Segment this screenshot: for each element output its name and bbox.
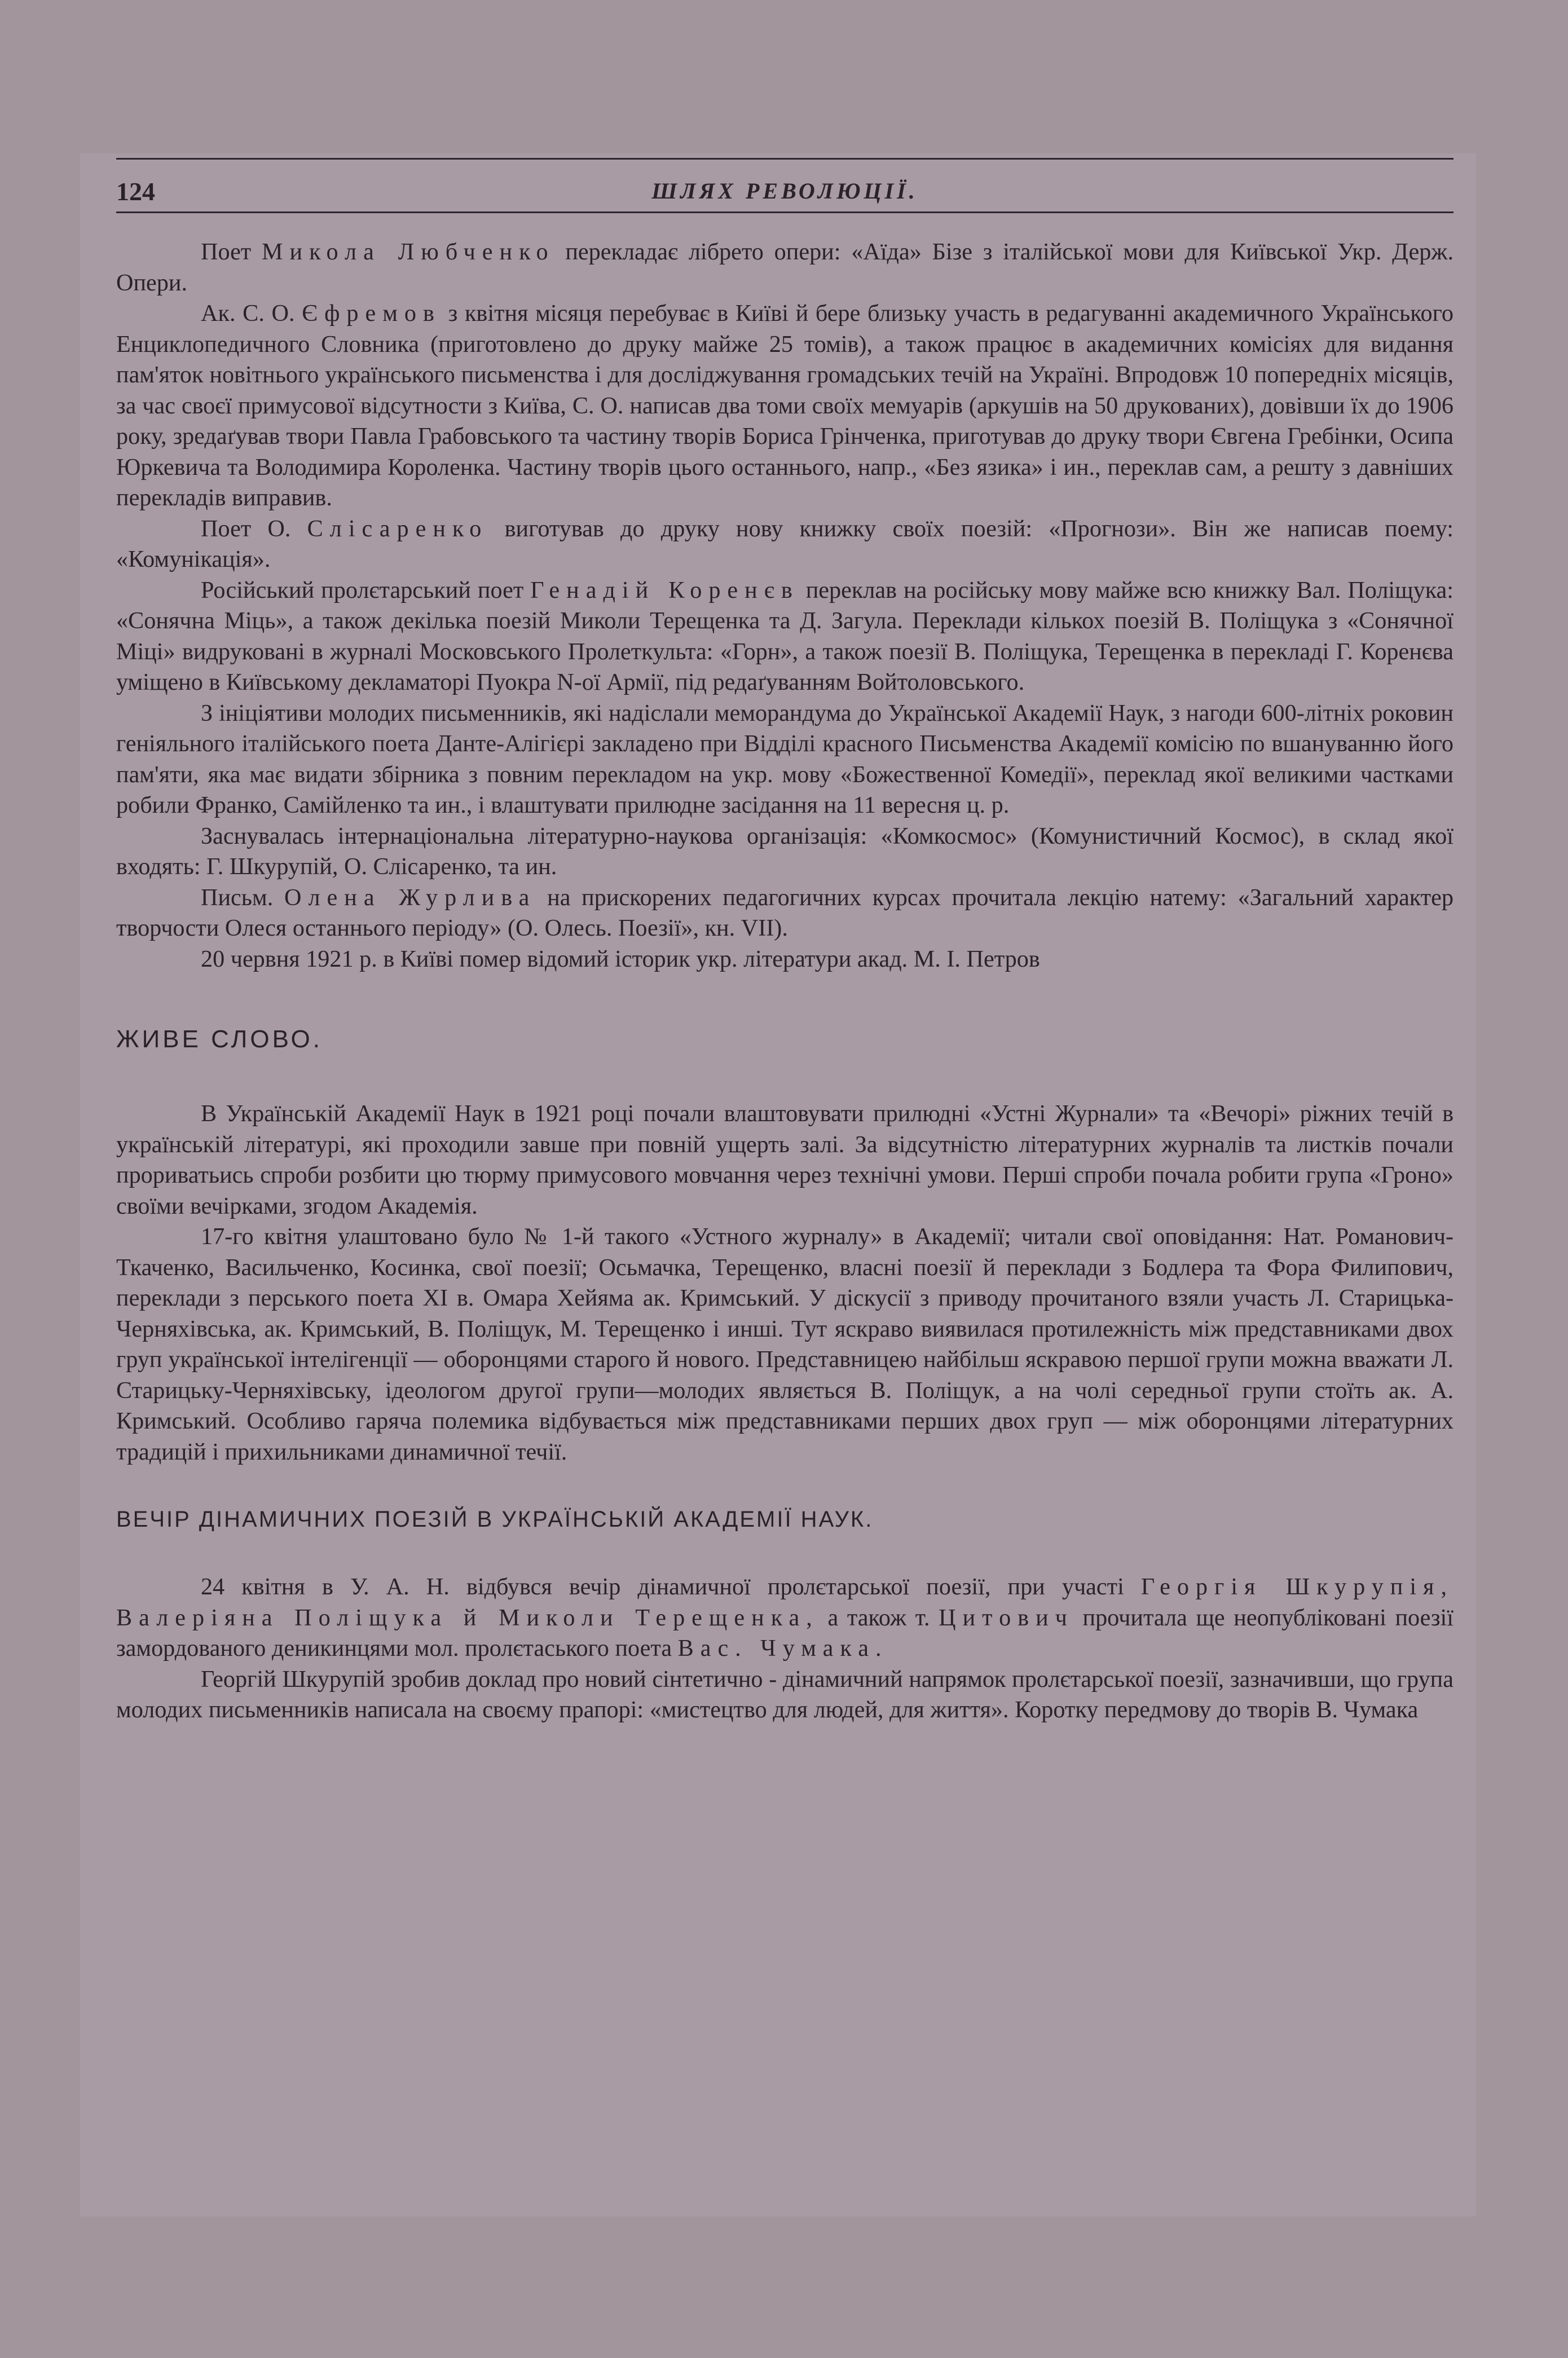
paragraph: 17-го квітня улаштовано було № 1-й такого «Устного журналу» в Академії; читали свої оповідання: Нат. Романович-Ткаченко, Васильченко, Косинка, свої поезії; Осьмачка, Терещенко, власні поезії й переклади з Бодлера та Фора Филипович, переклади з перського поета XI в. Омара Хейяма ак. Кримський. У діскусії з приводу прочитаного взяли участь Л. Старицька-Черняхівська, ак. Кримський, В. Поліщук, М. Терещенко і инші. Тут яскраво виявилася протилежність між представниками двох груп української інтелігенції — оборонцями старого й нового. Представницею найбільш яскравою першої групи можна вважати Л. Старицьку-Черняхівську, ідеологом другої групи—молодих являється В. Поліщук, а на чолі середньої групи стоїть ак. А. Кримський. Особливо гаряча полемика відбувається між представниками перших двох груп — між оборонцями літературних традицій і прихильниками динамичної течії. [116, 1223, 1454, 1465]
paragraph: Заснувалась інтернаціональна літературно-наукова організація: «Комкосмос» (Комунистичний Космос), в склад якої входять: Г. Шкурупій, О. Слісаренко, та ин. [116, 822, 1454, 880]
paragraph: 24 квітня в У. А. Н. відбувся вечір дінамичної пролєтарської поезії, при участі Георгія Шкурупія, Валеріяна Поліщука й Миколи Терещенка, а також т. Цитович прочитала ще неопубліковані поезії замордованого деникинцями мол. пролєтаського поета Вас. Чумака. [116, 1574, 1454, 1661]
article-body [116, 237, 1454, 1726]
paragraph: Російський пролєтарський поет Генадій Коренєв переклав на російську мову майже всю книжку Вал. Поліщука: «Сонячна Міць», а також декілька поезій Миколи Терещенка та Д. Загула. Переклади кількох поезій В. Поліщука з «Сонячної Міці» видруковані в журналі Московського Пролеткульта: «Горн», а також поезії В. Поліщука, Терещенка в перекладі Г. Коренєва уміщено в Київському декламаторі Пуокра N-ої Армії, під редаґуванням Войтоловського. [116, 576, 1454, 695]
section-heading: ЖИВЕ СЛОВО. [116, 1025, 323, 1053]
paragraph: Георгій Шкурупій зробив доклад про новий сінтетично - дінамичний напрямок пролєтарської поезії, зазначивши, що група молодих письменників написала на своєму прапорі: «мистецтво для людей, для життя». Коротку передмову до творів В. Чумака [116, 1665, 1454, 1723]
paragraph: З ініціятиви молодих письменників, які надіслали меморандума до Української Академії Наук, з нагоди 600-літніх роковин геніяльного італійського поета Данте-Алігієрі закладено при Відділі красного Письменства Академії комісію по вшануванню його пам'яти, яка має видати збірника з повним перекладом на укр. мову «Божественної Комедії», переклад якої великими частками робили Франко, Самійленко та ин., і влаштувати прилюдне засідання на 11 вересня ц. р. [116, 699, 1454, 818]
section-heading: ВЕЧІР ДІНАМИЧНИХ ПОЕЗІЙ В УКРАЇНСЬКІЙ АКАДЕМІЇ НАУК. [116, 1507, 874, 1532]
paragraph: Письм. Олена Журлива на прискорених педагогичних курсах прочитала лекцію натему: «Загальний характер творчости Олеся останнього періоду» (О. Олесь. Поезії», кн. VII). [116, 884, 1454, 941]
page-header [116, 165, 1454, 213]
top-rule [116, 158, 1454, 160]
paragraph: Ак. С. О. Єфремов з квітня місяця перебуває в Київі й бере близьку участь в редагуванні академичного Українського Енциклопедичного Словника (приготовлено до друку майже 25 томів), а також працює в академичних комісіях для видання пам'яток новітнього українського письменства і для досліджування громадських течій на Україні. Впродовж 10 попередніх місяців, за час своєї примусової відсутности з Київа, С. О. написав два томи своїх мемуарів (аркушів на 50 друкованих), довівши їх до 1906 року, зредаґував твори Павла Грабовського та частину творів Бориса Грінченка, приготував до друку твори Євгена Гребінки, Осипа Юркевича та Володимира Короленка. Частину творів цього останнього, напр., «Без язика» і ин., переклав сам, а решту з давніших перекладів виправив. [116, 300, 1454, 511]
journal-page [80, 153, 1476, 2216]
running-title: ШЛЯХ РЕВОЛЮЦІЇ. [651, 178, 918, 204]
paragraph: Поет О. Слісаренко виготував до друку нову книжку своїх поезій: «Прогнози». Він же написав поему: «Комунікація». [116, 515, 1454, 572]
paragraph: Поет Микола Любченко перекладає лібрето опери: «Аїда» Бізе з італійської мови для Київської Укр. Держ. Опери. [116, 239, 1454, 296]
page-number: 124 [116, 177, 155, 206]
paragraph: В Українській Академії Наук в 1921 році почали влаштовувати прилюдні «Устні Журнали» та «Вечорі» ріжних течій в українській літературі, які проходили завше при повній ущерть залі. За відсутністю літературних журналів та листків почали прориватьись спроби розбити цю тюрму примусового мовчання через технічні умови. Перші спроби почала робити група «Гроно» своїми вечірками, згодом Академія. [116, 1100, 1454, 1219]
paragraph: 20 червня 1921 р. в Київі помер відомий історик укр. літератури акад. М. І. Петров [201, 945, 1040, 972]
